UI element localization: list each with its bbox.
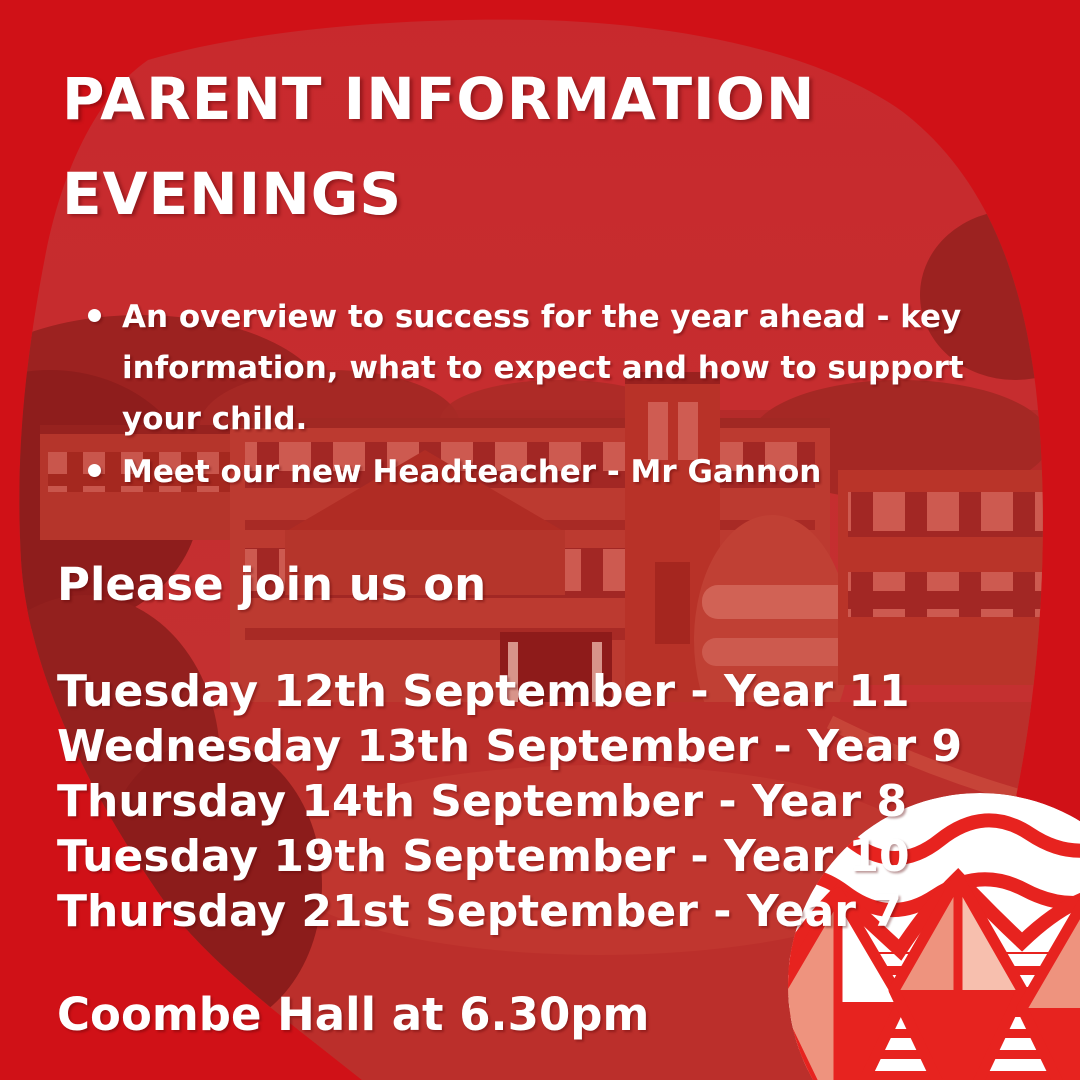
schedule-line: Wednesday 13th September - Year 9 [57,721,963,772]
schedule-line: Thursday 21st September - Year 7 [57,886,902,937]
bullet-list [88,292,1018,500]
schedule-line: Thursday 14th September - Year 8 [57,776,907,827]
schedule-list [57,664,962,939]
title-line-2: EVENINGS [62,160,403,228]
bullet-dot-icon [88,464,101,477]
intro-text: Please join us on [57,558,487,611]
title-line-1: PARENT INFORMATION [62,65,816,133]
schedule-line: Tuesday 12th September - Year 11 [57,666,910,717]
bullet-text: An overview to success for the year ahead - key information, what to expect and how to support your child. [122,299,964,437]
schedule-line: Tuesday 19th September - Year 10 [57,831,910,882]
list-item [88,447,1018,498]
venue-text: Coombe Hall at 6.30pm [57,988,650,1041]
bullet-dot-icon [88,309,101,322]
list-item [88,292,1018,445]
page-title [62,52,962,242]
bullet-text: Meet our new Headteacher - Mr Gannon [122,454,822,490]
